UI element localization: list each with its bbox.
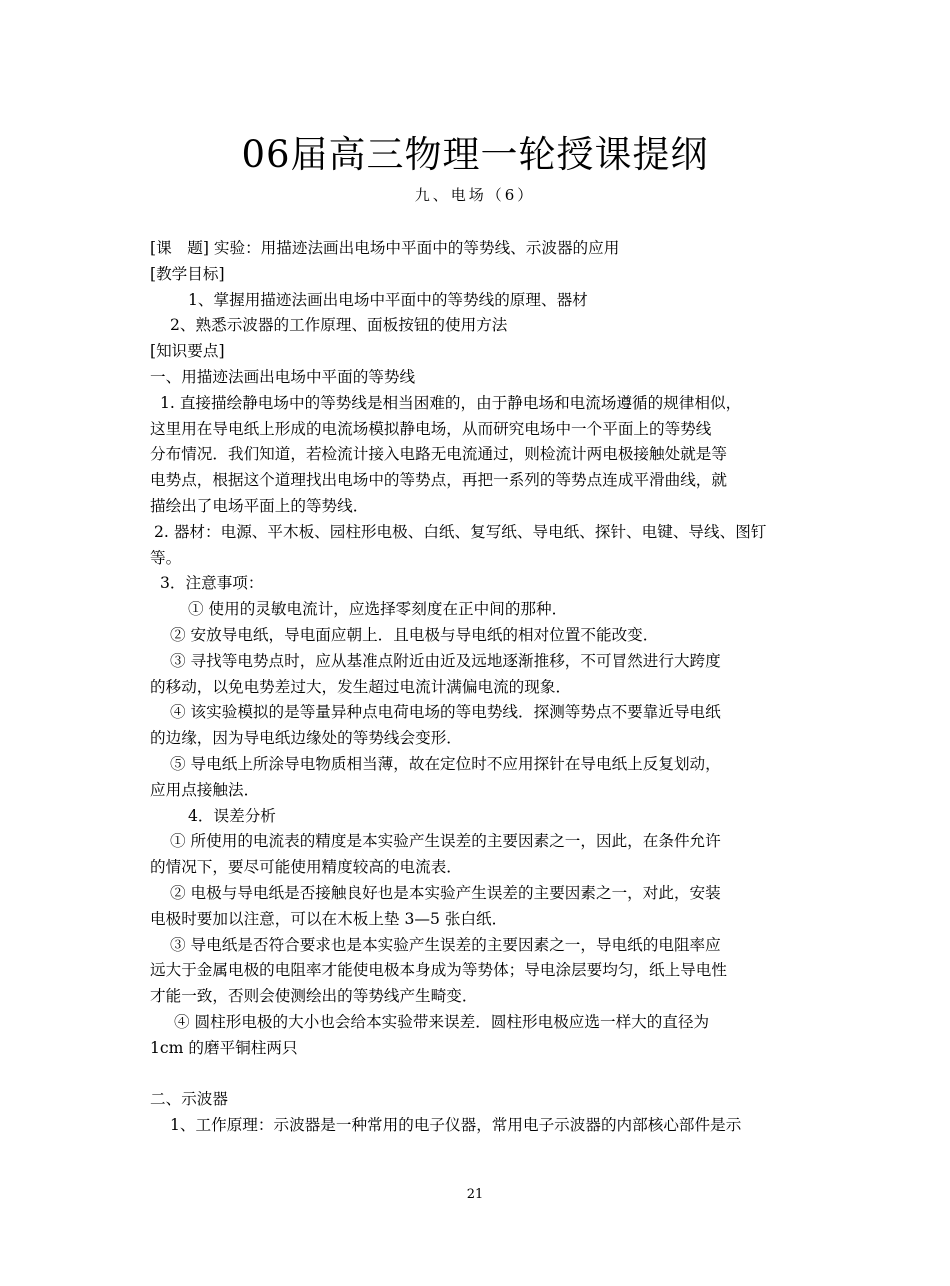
text-line: 1、工作原理：示波器是一种常用的电子仪器，常用电子示波器的内部核心部件是示 <box>170 1116 742 1135</box>
text-line: 2、熟悉示波器的工作原理、面板按钮的使用方法 <box>170 316 508 335</box>
text-line: 电势点，根据这个道理找出电场中的等势点，再把一系列的等势点连成平滑曲线，就 <box>150 471 727 490</box>
text-line: 一、用描迹法画出电场中平面的等势线 <box>150 367 416 386</box>
text-line: 的移动，以免电势差过大，发生超过电流计满偏电流的现象． <box>150 677 572 696</box>
text-line: 4．误差分析 <box>188 806 276 825</box>
text-line: [知识要点] <box>150 342 225 361</box>
document-subtitle: 九、电场（6） <box>414 186 536 204</box>
text-line: 1. 直接描绘静电场中的等势线是相当困难的，由于静电场和电流场遵循的规律相似， <box>160 393 742 412</box>
text-line: 电极时要加以注意，可以在木板上垫 3—5 张白纸． <box>150 909 508 928</box>
text-line: 才能一致，否则会使测绘出的等势线产生畸变． <box>150 987 478 1006</box>
text-line: ④ 圆柱形电极的大小也会给本实验带来误差．圆柱形电极应选一样大的直径为 <box>174 1012 710 1031</box>
text-line: ① 所使用的电流表的精度是本实验产生误差的主要因素之一，因此，在条件允许 <box>170 832 721 851</box>
text-line: 等。 <box>150 548 182 567</box>
text-line: ③ 导电纸是否符合要求也是本实验产生误差的主要因素之一，导电纸的电阻率应 <box>170 935 721 954</box>
text-line: 这里用在导电纸上形成的电流场模拟静电场，从而研究电场中一个平面上的等势线 <box>150 419 712 438</box>
text-line: 的边缘，因为导电纸边缘处的等势线会变形． <box>150 729 462 748</box>
text-line: 1、掌握用描迹法画出电场中平面中的等势线的原理、器材 <box>188 290 588 309</box>
text-line: 2. 器材：电源、平木板、园柱形电极、白纸、复写纸、导电纸、探针、电键、导线、图钉 <box>154 522 767 541</box>
document-title: 06届高三物理一轮授课提纲 <box>241 133 709 176</box>
text-line: 应用点接触法． <box>150 780 260 799</box>
text-line: ② 安放导电纸，导电面应朝上．且电极与导电纸的相对位置不能改变． <box>170 625 659 644</box>
document-body <box>150 236 810 1139</box>
text-line <box>150 1062 810 1088</box>
text-line: [教学目标] <box>150 264 225 283</box>
text-line: 远大于金属电极的电阻率才能使电极本身成为等势体；导电涂层要均匀，纸上导电性 <box>150 961 727 980</box>
text-line: 1cm 的磨平铜柱两只 <box>150 1038 298 1057</box>
text-line: ② 电极与导电纸是否接触良好也是本实验产生误差的主要因素之一，对此，安装 <box>170 883 721 902</box>
text-line: ④ 该实验模拟的是等量异种点电荷电场的等电势线．探测等势点不要靠近导电纸 <box>170 703 721 722</box>
text-line: 的情况下，要尽可能使用精度较高的电流表． <box>150 858 462 877</box>
text-line: 分布情况．我们知道，若检流计接入电路无电流通过，则检流计两电极接触处就是等 <box>150 445 727 464</box>
text-line: [课 题] 实验：用描迹法画出电场中平面中的等势线、示波器的应用 <box>150 239 620 257</box>
text-line: ① 使用的灵敏电流计，应选择零刻度在正中间的那种． <box>188 600 568 619</box>
text-line: 描绘出了电场平面上的等势线． <box>150 496 369 515</box>
text-line: 3．注意事项： <box>160 574 264 593</box>
text-line: 二、示波器 <box>150 1090 228 1109</box>
text-line: ⑤ 导电纸上所涂导电物质相当薄，故在定位时不应用探针在导电纸上反复划动， <box>170 754 721 773</box>
page-number: 21 <box>466 1187 484 1202</box>
text-line: ③ 寻找等电势点时，应从基准点附近由近及远地逐渐推移，不可冒然进行大跨度 <box>170 651 721 670</box>
